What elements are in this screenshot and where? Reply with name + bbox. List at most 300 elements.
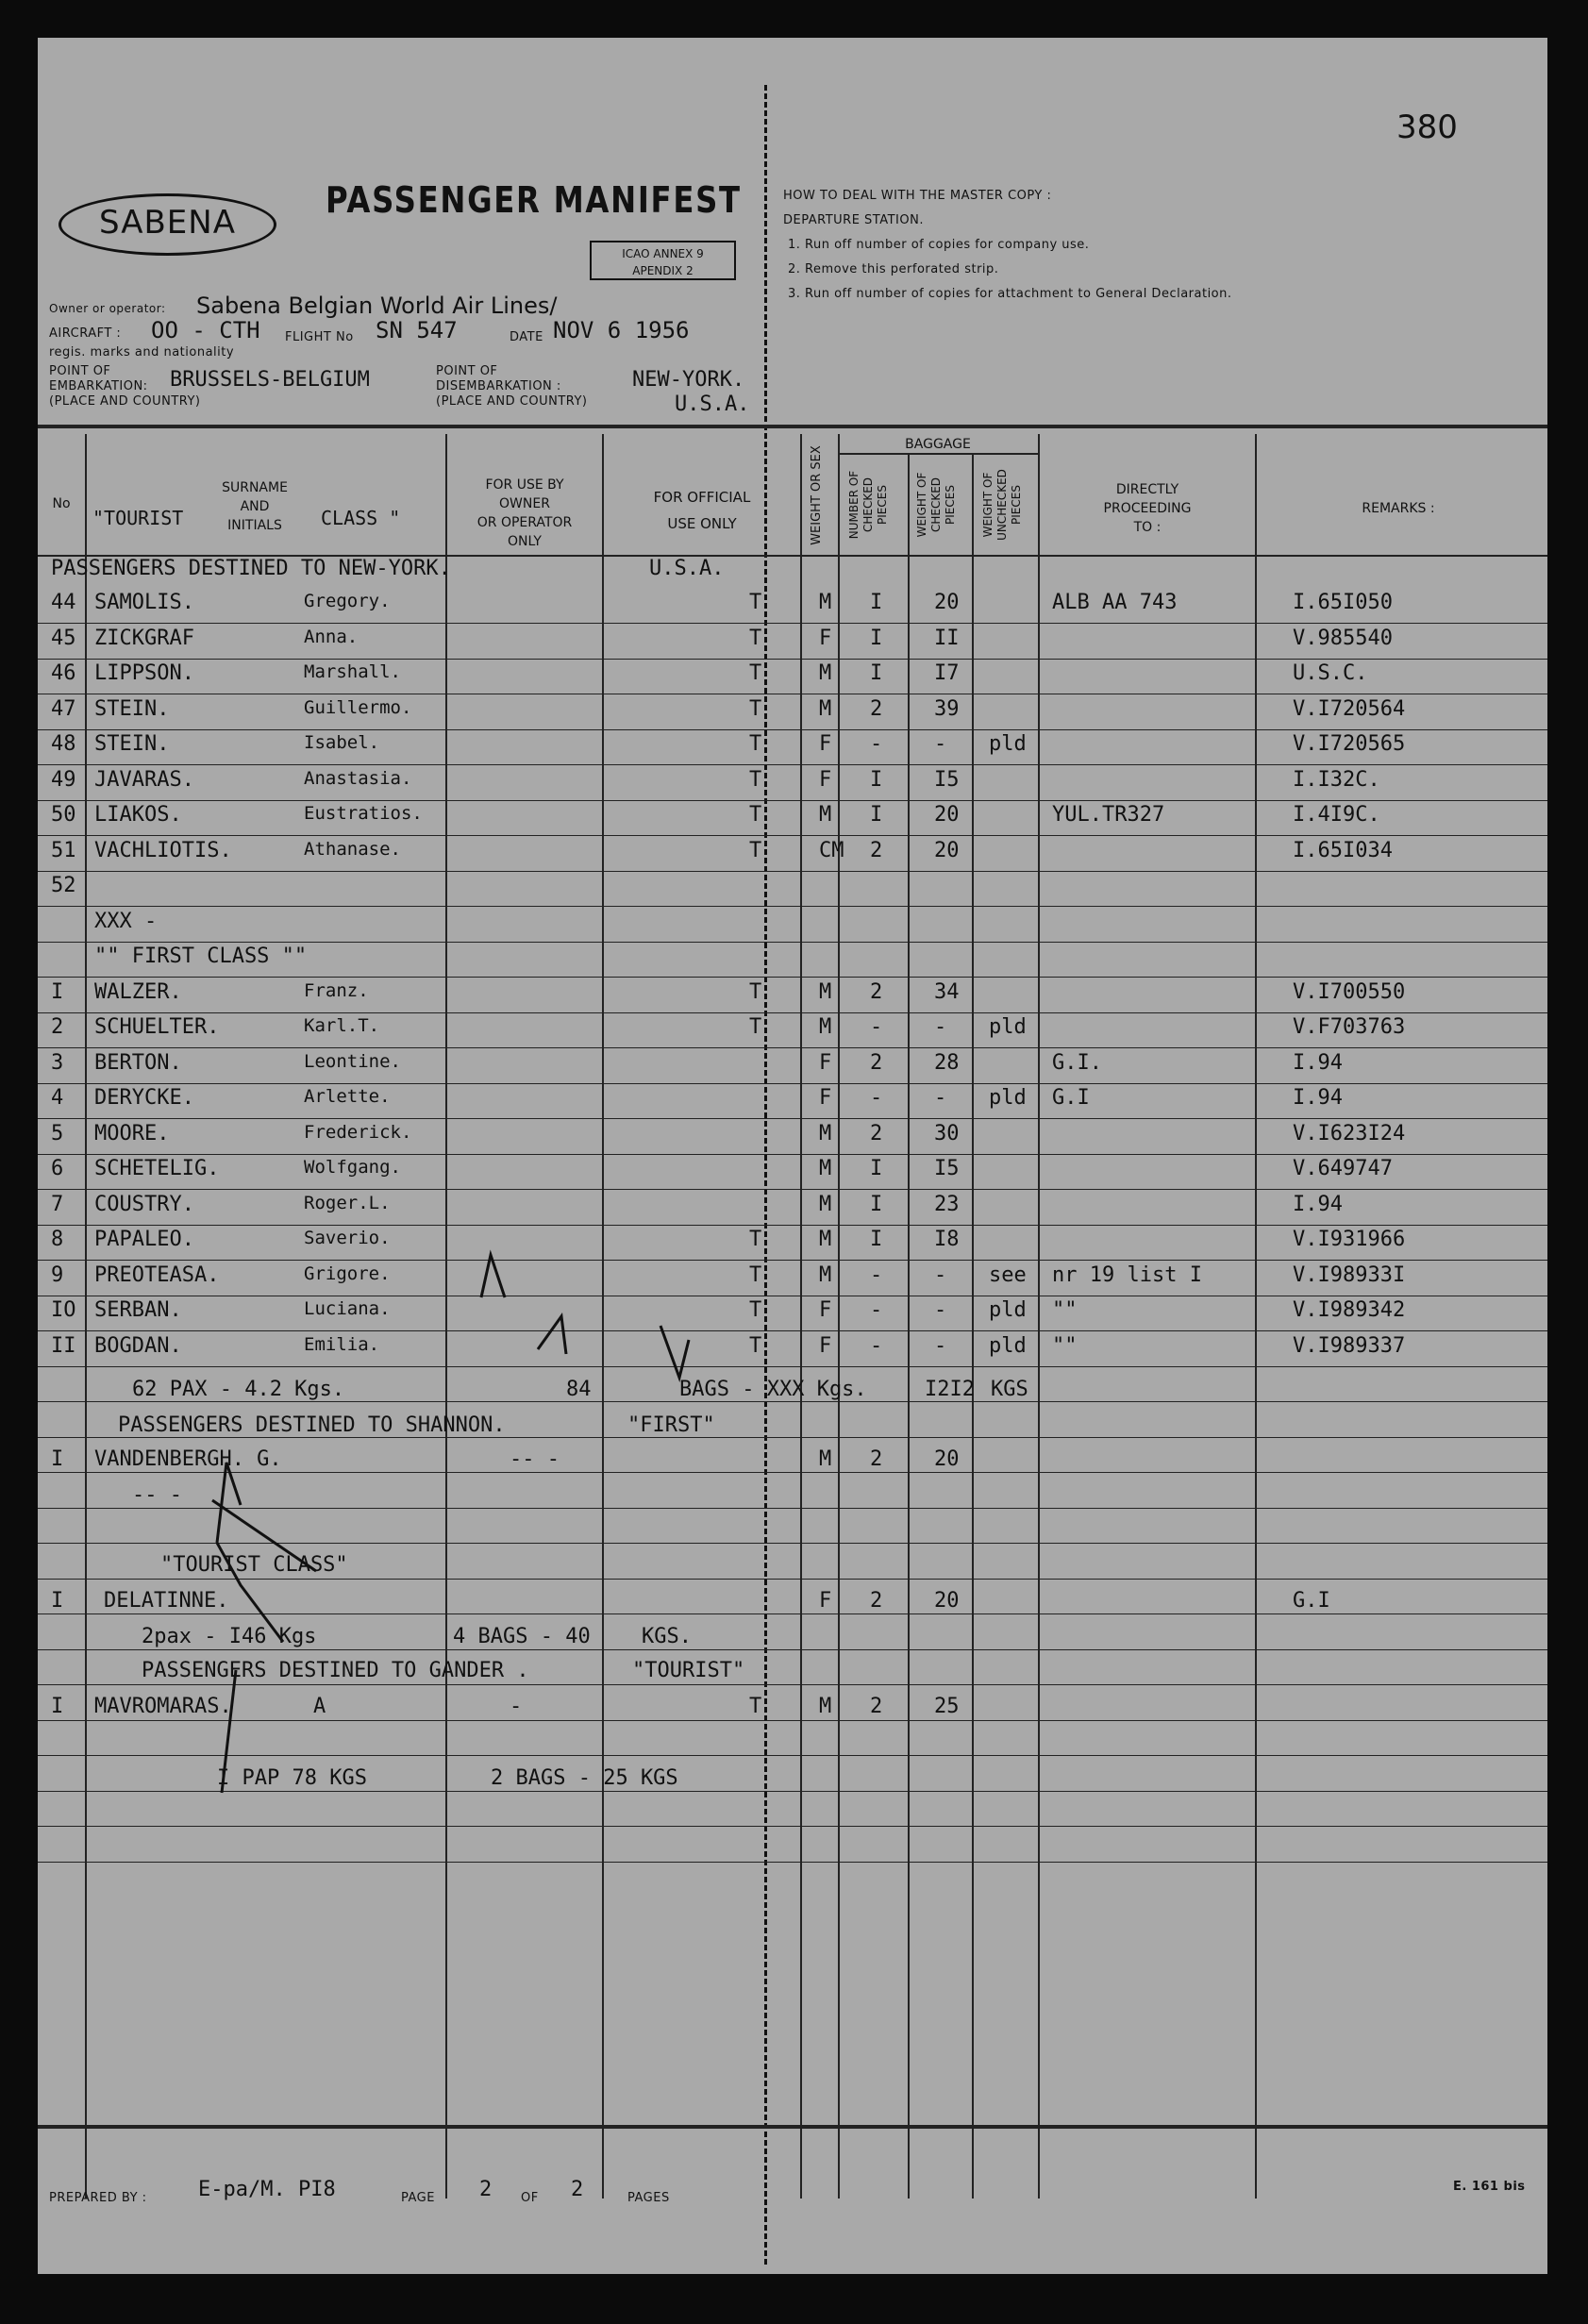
row-remarks: I.94	[1293, 1086, 1343, 1110]
row-sex: M	[819, 803, 832, 827]
row-divider	[38, 906, 1547, 907]
row-weight: 20	[934, 591, 960, 614]
row-unchecked: pld	[989, 1086, 1027, 1110]
row-surname: SERBAN.	[94, 1298, 182, 1322]
row-no: 3	[51, 1051, 64, 1075]
row-pieces: -	[870, 1263, 883, 1287]
row-divider	[38, 871, 1547, 872]
row-destination: ""	[1052, 1334, 1078, 1358]
row-weight: I7	[934, 661, 960, 685]
row-no: 6	[51, 1157, 64, 1180]
row-shannon-sex: M	[819, 1447, 832, 1471]
row-divider	[38, 977, 1547, 978]
pages-label: PAGES	[627, 2191, 670, 2205]
row-given: Karl.T.	[304, 1015, 380, 1036]
row-remarks: I.I32C.	[1293, 768, 1380, 792]
row-given: Athanase.	[304, 839, 401, 860]
row-destination: ALB AA 743	[1052, 591, 1178, 614]
total-shannon-kgs: KGS.	[642, 1625, 692, 1648]
col-weight-sex: WEIGHT OR SEX	[810, 445, 824, 545]
row-surname: STEIN.	[94, 697, 170, 721]
row-given: Leontine.	[304, 1051, 401, 1072]
col-class-typed: "TOURIST	[92, 507, 184, 529]
date-value: NOV 6 1956	[553, 317, 690, 343]
row-no: 7	[51, 1193, 64, 1216]
row-divider	[38, 1083, 1547, 1084]
col-bag-num: NUMBER OF CHECKED PIECES	[847, 470, 889, 540]
col-remarks: REMARKS :	[1362, 501, 1435, 516]
row-pieces: -	[870, 1334, 883, 1358]
row-type: T	[749, 697, 762, 721]
row-sex: M	[819, 591, 832, 614]
row-type: T	[749, 980, 762, 1004]
row-no: 2	[51, 1015, 64, 1039]
row-surname: BERTON.	[94, 1051, 182, 1075]
row-given: Guillermo.	[304, 697, 412, 718]
col-class-typed-2: CLASS "	[321, 507, 401, 529]
row-given: Roger.L.	[304, 1193, 391, 1213]
row-delatinne-sex: F	[819, 1589, 832, 1613]
row-no: 48	[51, 732, 76, 756]
row-given: Arlette.	[304, 1086, 391, 1107]
row-divider	[38, 1189, 1547, 1190]
row-weight: 39	[934, 697, 960, 721]
aircraft-sub-label: regis. marks and nationality	[49, 345, 235, 359]
row-pieces: I	[870, 1228, 883, 1251]
col-official-1: FOR OFFICIAL	[653, 489, 751, 506]
total-new-york-owner: 84	[566, 1378, 592, 1401]
row-surname: PREOTEASA.	[94, 1263, 220, 1287]
embark-value: BRUSSELS-BELGIUM	[170, 368, 370, 392]
row-surname: LIAKOS.	[94, 803, 182, 827]
page-title: PASSENGER MANIFEST	[326, 179, 742, 221]
row-divider	[38, 729, 1547, 730]
row-sex: M	[819, 1263, 832, 1287]
row-no: I	[51, 980, 64, 1004]
row-sex: M	[819, 1015, 832, 1039]
row-divider	[38, 1613, 1547, 1614]
row-surname: DERYCKE.	[94, 1086, 194, 1110]
col-line-6	[908, 453, 910, 2199]
row-remarks: V.649747	[1293, 1157, 1393, 1180]
row-pieces: 2	[870, 697, 883, 721]
section-gander: PASSENGERS DESTINED TO GANDER .	[142, 1659, 529, 1682]
row-surname: ZICKGRAF	[94, 627, 194, 650]
row-sex: M	[819, 1122, 832, 1145]
row-sex: M	[819, 1228, 832, 1251]
row-weight: 23	[934, 1193, 960, 1216]
row-sex: F	[819, 1298, 832, 1322]
row-given: Anna.	[304, 627, 359, 647]
disembark-label-1: POINT OF	[436, 364, 498, 378]
col-line-5	[838, 434, 840, 2199]
row-unchecked: see	[989, 1263, 1027, 1287]
instruction-title: HOW TO DEAL WITH THE MASTER COPY :	[783, 189, 1052, 203]
row-pieces: I	[870, 803, 883, 827]
row-sex: M	[819, 1157, 832, 1180]
col-line-8	[1038, 434, 1040, 2199]
row-type: T	[749, 627, 762, 650]
row-destination: nr 19 list I	[1052, 1263, 1202, 1287]
row-pieces: -	[870, 1086, 883, 1110]
row-sex: F	[819, 732, 832, 756]
row-divider	[38, 1012, 1547, 1013]
row-given: Grigore.	[304, 1263, 391, 1284]
total-gander-bags: 2 BAGS - 25 KGS	[491, 1766, 678, 1790]
row-weight: II	[934, 627, 960, 650]
row-sex: M	[819, 980, 832, 1004]
row-divider	[38, 1366, 1547, 1367]
date-label: DATE	[510, 330, 543, 344]
of-label: OF	[521, 2191, 539, 2205]
col-line-1	[85, 434, 87, 2199]
row-surname: VACHLIOTIS.	[94, 839, 232, 862]
section-new-york-country: U.S.A.	[649, 557, 725, 580]
col-line-4	[800, 434, 802, 2199]
col-bag-unchecked: WEIGHT OF UNCHECKED PIECES	[981, 469, 1023, 541]
instruction-station: DEPARTURE STATION.	[783, 213, 924, 227]
row-destination: G.I.	[1052, 1051, 1102, 1075]
page-label: PAGE	[401, 2191, 435, 2205]
row-delatinne-rem: G.I	[1293, 1589, 1330, 1613]
row-no: 52	[51, 874, 76, 897]
disembark-value: NEW-YORK.	[632, 368, 745, 392]
row-unchecked: pld	[989, 1334, 1027, 1358]
row-pieces: 2	[870, 980, 883, 1004]
col-line-9	[1255, 434, 1257, 2199]
row-gander-given: A	[313, 1695, 326, 1718]
aircraft-label: AIRCRAFT :	[49, 326, 122, 341]
row-divider	[38, 623, 1547, 624]
aircraft-value: OO - CTH	[151, 317, 260, 343]
row-given: Anastasia.	[304, 768, 412, 789]
row-pieces: 2	[870, 839, 883, 862]
row-delatinne-name: DELATINNE.	[104, 1589, 229, 1613]
row-divider	[38, 1649, 1547, 1650]
row-divider	[38, 1401, 1547, 1402]
total-new-york-pax: 62 PAX - 4.2 Kgs.	[132, 1378, 345, 1401]
col-owner-2: OWNER	[499, 496, 550, 511]
row-sex: F	[819, 627, 832, 650]
operator-value: Sabena Belgian World Air Lines/	[196, 293, 558, 319]
row-unchecked: pld	[989, 1015, 1027, 1039]
row-surname: PAPALEO.	[94, 1228, 194, 1251]
row-divider	[38, 1684, 1547, 1685]
row-surname: WALZER.	[94, 980, 182, 1004]
row-divider	[38, 1579, 1547, 1580]
row-divider	[38, 1118, 1547, 1119]
row-remarks: I.65I034	[1293, 839, 1393, 862]
row-pieces: I	[870, 627, 883, 650]
row-divider	[38, 1437, 1547, 1438]
row-type: T	[749, 768, 762, 792]
row-no: IO	[51, 1298, 76, 1322]
row-no: 44	[51, 591, 76, 614]
row-weight: I8	[934, 1228, 960, 1251]
instruction-3: 3. Run off number of copies for attachment to General Declaration.	[788, 287, 1232, 301]
footer-line	[38, 2125, 1547, 2129]
disembark-label-2: DISEMBARKATION :	[436, 379, 561, 393]
row-sex: F	[819, 1334, 832, 1358]
row-type: T	[749, 839, 762, 862]
row-gander-name: MAVROMARAS.	[94, 1695, 232, 1718]
row-type: T	[749, 1228, 762, 1251]
row-given: Isabel.	[304, 732, 380, 753]
row-surname: MOORE.	[94, 1122, 170, 1145]
row-pieces: -	[870, 1015, 883, 1039]
row-divider	[38, 1826, 1547, 1827]
row-given: Marshall.	[304, 661, 401, 682]
row-weight: I5	[934, 1157, 960, 1180]
row-delatinne-no: I	[51, 1589, 64, 1613]
row-weight: -	[934, 1086, 947, 1110]
row-surname: LIPPSON.	[94, 661, 194, 685]
manifest-sheet	[38, 38, 1547, 2274]
flight-value: SN 547	[376, 317, 458, 343]
row-remarks: V.I700550	[1293, 980, 1406, 1004]
instruction-1: 1. Run off number of copies for company use.	[788, 238, 1090, 252]
row-shannon-no: I	[51, 1447, 64, 1471]
row-pieces: 2	[870, 1051, 883, 1075]
row-divider	[38, 764, 1547, 765]
row-type: T	[749, 1015, 762, 1039]
col-surname-1: SURNAME	[222, 480, 288, 495]
row-divider	[38, 1755, 1547, 1756]
row-gander-sex: M	[819, 1695, 832, 1718]
row-unchecked: pld	[989, 732, 1027, 756]
row-remarks: V.I989337	[1293, 1334, 1406, 1358]
row-no: 9	[51, 1263, 64, 1287]
row-remarks: V.I931966	[1293, 1228, 1406, 1251]
row-weight: -	[934, 1334, 947, 1358]
row-given: Luciana.	[304, 1298, 391, 1319]
col-no: No	[52, 496, 71, 511]
row-sex: CM	[819, 839, 844, 862]
row-no: 8	[51, 1228, 64, 1251]
section-shannon-class: "FIRST"	[627, 1413, 715, 1437]
row-weight: 30	[934, 1122, 960, 1145]
row-no: 49	[51, 768, 76, 792]
row-weight: -	[934, 732, 947, 756]
section-gander-class: "TOURIST"	[632, 1659, 745, 1682]
tourist-class-heading: "TOURIST CLASS"	[160, 1553, 348, 1577]
row-divider	[38, 1543, 1547, 1544]
row-gander-no: I	[51, 1695, 64, 1718]
row-no: 51	[51, 839, 76, 862]
row-sex: F	[819, 768, 832, 792]
col-owner-4: ONLY	[508, 534, 542, 549]
row-no: II	[51, 1334, 76, 1358]
row-remarks: I.94	[1293, 1193, 1343, 1216]
row-gander-t: T	[749, 1695, 762, 1718]
icao-line2: APENDIX 2	[632, 264, 694, 277]
row-divider	[38, 659, 1547, 660]
row-type: T	[749, 591, 762, 614]
row-no: 4	[51, 1086, 64, 1110]
row-weight: 20	[934, 839, 960, 862]
row-delatinne-pcs: 2	[870, 1589, 883, 1613]
total-shannon-pax: 2pax - I46 Kgs	[142, 1625, 317, 1648]
row-gander-mid: -	[510, 1695, 523, 1718]
col-directly-3: TO :	[1133, 520, 1162, 535]
row-no: 46	[51, 661, 76, 685]
row-given: Wolfgang.	[304, 1157, 401, 1178]
row-surname: STEIN.	[94, 732, 170, 756]
row-remarks: V.I989342	[1293, 1298, 1406, 1322]
embark-label-3: (PLACE AND COUNTRY)	[49, 394, 201, 409]
row-remarks: V.I98933I	[1293, 1263, 1406, 1287]
row-weight: 28	[934, 1051, 960, 1075]
row-shannon-name: VANDENBERGH. G.	[94, 1447, 282, 1471]
row-surname: BOGDAN.	[94, 1334, 182, 1358]
row-pieces: -	[870, 1298, 883, 1322]
disembark-country: U.S.A.	[675, 393, 750, 416]
row-remarks: V.I720565	[1293, 732, 1406, 756]
col-owner-1: FOR USE BY	[485, 477, 564, 493]
row-divider	[38, 1508, 1547, 1509]
row-shannon-wt: 20	[934, 1447, 960, 1471]
row-divider	[38, 800, 1547, 801]
row-sex: M	[819, 661, 832, 685]
sabena-logo: SABENA	[59, 193, 276, 256]
row-surname: XXX -	[94, 910, 158, 933]
total-new-york-unit: KGS	[991, 1378, 1028, 1401]
row-divider	[38, 1154, 1547, 1155]
embark-label-1: POINT OF	[49, 364, 111, 378]
row-type: T	[749, 732, 762, 756]
row-divider	[38, 1472, 1547, 1473]
row-given: Frederick.	[304, 1122, 412, 1143]
row-given: Saverio.	[304, 1228, 391, 1248]
total-new-york-bags: BAGS - XXX Kgs.	[679, 1378, 867, 1401]
row-type: T	[749, 1263, 762, 1287]
row-divider	[38, 1260, 1547, 1261]
icao-line1: ICAO ANNEX 9	[622, 247, 704, 260]
row-pieces: 2	[870, 1122, 883, 1145]
row-given: Gregory.	[304, 591, 391, 611]
row-surname: SCHUELTER.	[94, 1015, 220, 1039]
col-line-7	[972, 453, 974, 2199]
row-divider	[38, 1791, 1547, 1792]
row-remarks: V.I623I24	[1293, 1122, 1406, 1145]
row-sex: M	[819, 1193, 832, 1216]
page-value: 2	[479, 2178, 493, 2201]
row-type: T	[749, 661, 762, 685]
row-no: 5	[51, 1122, 64, 1145]
row-shannon-pcs: 2	[870, 1447, 883, 1471]
row-given: Eustratios.	[304, 803, 423, 824]
row-remarks: I.94	[1293, 1051, 1343, 1075]
row-divider	[38, 1862, 1547, 1863]
row-surname: "" FIRST CLASS ""	[94, 945, 308, 968]
flight-label: FLIGHT No	[285, 330, 354, 344]
form-id: E. 161 bis	[1453, 2180, 1526, 2194]
col-surname-2: AND	[240, 499, 270, 514]
row-weight: -	[934, 1015, 947, 1039]
row-divider	[38, 1047, 1547, 1048]
row-remarks: I.65I050	[1293, 591, 1393, 614]
row-given: Franz.	[304, 980, 369, 1001]
row-pieces: I	[870, 1157, 883, 1180]
row-weight: 20	[934, 803, 960, 827]
row-pieces: I	[870, 768, 883, 792]
row-gander-wt: 25	[934, 1695, 960, 1718]
row-gander-pcs: 2	[870, 1695, 883, 1718]
row-given: Emilia.	[304, 1334, 380, 1355]
row-destination: YUL.TR327	[1052, 803, 1165, 827]
row-surname: SCHETELIG.	[94, 1157, 220, 1180]
row-divider	[38, 1225, 1547, 1226]
row-divider	[38, 835, 1547, 836]
row-divider	[38, 1330, 1547, 1331]
row-weight: -	[934, 1263, 947, 1287]
row-remarks: V.985540	[1293, 627, 1393, 650]
icao-box	[590, 241, 736, 280]
row-no: 47	[51, 697, 76, 721]
of-value: 2	[571, 2178, 584, 2201]
row-destination: ""	[1052, 1298, 1078, 1322]
section-shannon: PASSENGERS DESTINED TO SHANNON.	[118, 1413, 506, 1437]
row-destination: G.I	[1052, 1086, 1090, 1110]
row-weight: -	[934, 1298, 947, 1322]
row-remarks: V.F703763	[1293, 1015, 1406, 1039]
row-remarks: I.4I9C.	[1293, 803, 1380, 827]
total-gander-pax: I PAP 78 KGS	[217, 1766, 367, 1790]
table-top-border	[38, 425, 1547, 428]
row-sex: M	[819, 697, 832, 721]
row-surname: COUSTRY.	[94, 1193, 194, 1216]
row-surname: SAMOLIS.	[94, 591, 194, 614]
col-directly-2: PROCEEDING	[1103, 501, 1192, 516]
row-remarks: U.S.C.	[1293, 661, 1368, 685]
row-no: 45	[51, 627, 76, 650]
row-type: T	[749, 1298, 762, 1322]
row-unchecked: pld	[989, 1298, 1027, 1322]
row-surname: JAVARAS.	[94, 768, 194, 792]
operator-label: Owner or operator:	[49, 302, 166, 315]
col-bag-weight: WEIGHT OF CHECKED PIECES	[915, 472, 957, 538]
embark-label-2: EMBARKATION:	[49, 379, 148, 393]
row-pieces: I	[870, 661, 883, 685]
page-number: 380	[1396, 109, 1458, 146]
row-dash: -- -	[132, 1483, 182, 1507]
row-type: T	[749, 1334, 762, 1358]
row-pieces: I	[870, 591, 883, 614]
col-official-2: USE ONLY	[667, 515, 737, 532]
row-divider	[38, 942, 1547, 943]
total-new-york-kg: I2I2	[925, 1378, 975, 1401]
row-pieces: I	[870, 1193, 883, 1216]
row-shannon-mark: -- -	[510, 1447, 560, 1471]
col-directly-1: DIRECTLY	[1115, 482, 1179, 497]
prepared-value: E-pa/M. PI8	[198, 2178, 336, 2201]
row-remarks: V.I720564	[1293, 697, 1406, 721]
row-divider	[38, 1720, 1547, 1721]
row-sex: F	[819, 1086, 832, 1110]
col-surname-3: INITIALS	[227, 518, 282, 533]
row-no: 50	[51, 803, 76, 827]
section-new-york: PASSENGERS DESTINED TO NEW-YORK.	[51, 557, 451, 580]
col-baggage: BAGGAGE	[905, 437, 971, 452]
row-type: T	[749, 803, 762, 827]
instruction-2: 2. Remove this perforated strip.	[788, 262, 999, 276]
perforation-line	[764, 85, 767, 2265]
col-line-3	[602, 434, 604, 2199]
disembark-label-3: (PLACE AND COUNTRY)	[436, 394, 588, 409]
col-line-2	[445, 434, 447, 2199]
col-owner-3: OR OPERATOR	[476, 515, 573, 530]
row-pieces: -	[870, 732, 883, 756]
